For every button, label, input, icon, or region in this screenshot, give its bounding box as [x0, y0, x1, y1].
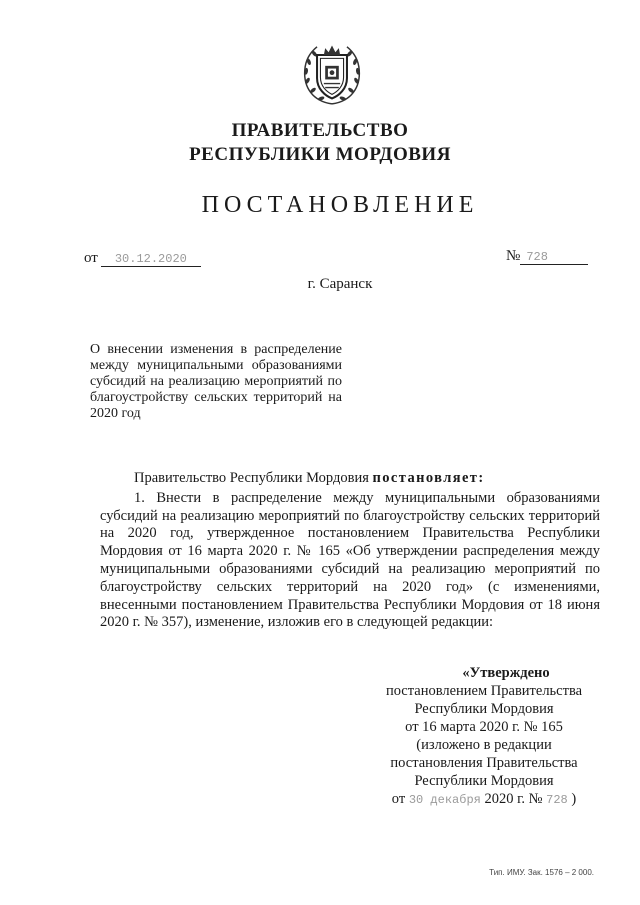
approval-line-4: (изложено в редакции: [416, 737, 552, 753]
document-number: [506, 248, 588, 265]
coat-of-arms-icon: [298, 40, 366, 108]
approval-last-number: 728: [546, 793, 568, 807]
resolution-item-1: 1. Внести в распределение между муниципальными образованиями субсидий на реализацию мероприятий по благоустройству сельских территорий на 2020 год, утвержденное постановлением Правительства Республики Мордовия от 16 марта 2020 г. № 165 «Об утверждении распределения между муниципальными образованиями субсидий на реализацию мероприятий по благоустройству сельских территорий на 2020 год» (с изменениями, внесенными постановлением Правительства Республики Мордовия от 18 июня 2020 г. № 357), изменение, изложив его в следующей редакции:: [100, 489, 600, 631]
date-prefix: от: [84, 250, 98, 266]
approval-line-7: [374, 790, 594, 809]
approval-line-1: постановлением Правительства: [385, 683, 583, 699]
approval-head: «Утверждено: [462, 665, 550, 681]
number-stamp: 728: [520, 250, 588, 265]
document-body: [100, 470, 600, 632]
document-date: [84, 250, 201, 267]
lead-strong: постановляет:: [372, 470, 485, 486]
approval-line-3: от 16 марта 2020 г. № 165: [405, 719, 563, 735]
document-type-title: ПОСТАНОВЛЕНИЕ: [201, 192, 479, 218]
approval-last-close: ): [571, 791, 577, 807]
print-footer: Тип. ИМУ. Зак. 1576 – 2 000.: [489, 868, 594, 877]
approval-last-day: 30 декабря: [408, 793, 481, 807]
approval-last-prefix: от: [391, 791, 406, 807]
approval-block: [374, 664, 594, 809]
approval-last-year: 2020 г. №: [484, 791, 543, 807]
number-prefix: №: [506, 248, 521, 264]
resolution-lead: [100, 470, 600, 488]
government-title-line2: РЕСПУБЛИКИ МОРДОВИЯ: [189, 144, 451, 165]
city: г. Саранск: [307, 276, 373, 292]
document-subject: О внесении изменения в распределение между муниципальными образованиями субсидий на реализацию мероприятий по благоустройству сельских территорий на 2020 год: [90, 342, 342, 421]
lead-text: Правительство Республики Мордовия: [134, 470, 373, 486]
approval-line-2: Республики Мордовия: [414, 701, 554, 717]
date-stamp: 30.12.2020: [101, 252, 201, 267]
government-title-line1: ПРАВИТЕЛЬСТВО: [231, 120, 409, 141]
approval-line-5: постановления Правительства: [390, 755, 578, 771]
approval-line-6: Республики Мордовия: [414, 773, 554, 789]
